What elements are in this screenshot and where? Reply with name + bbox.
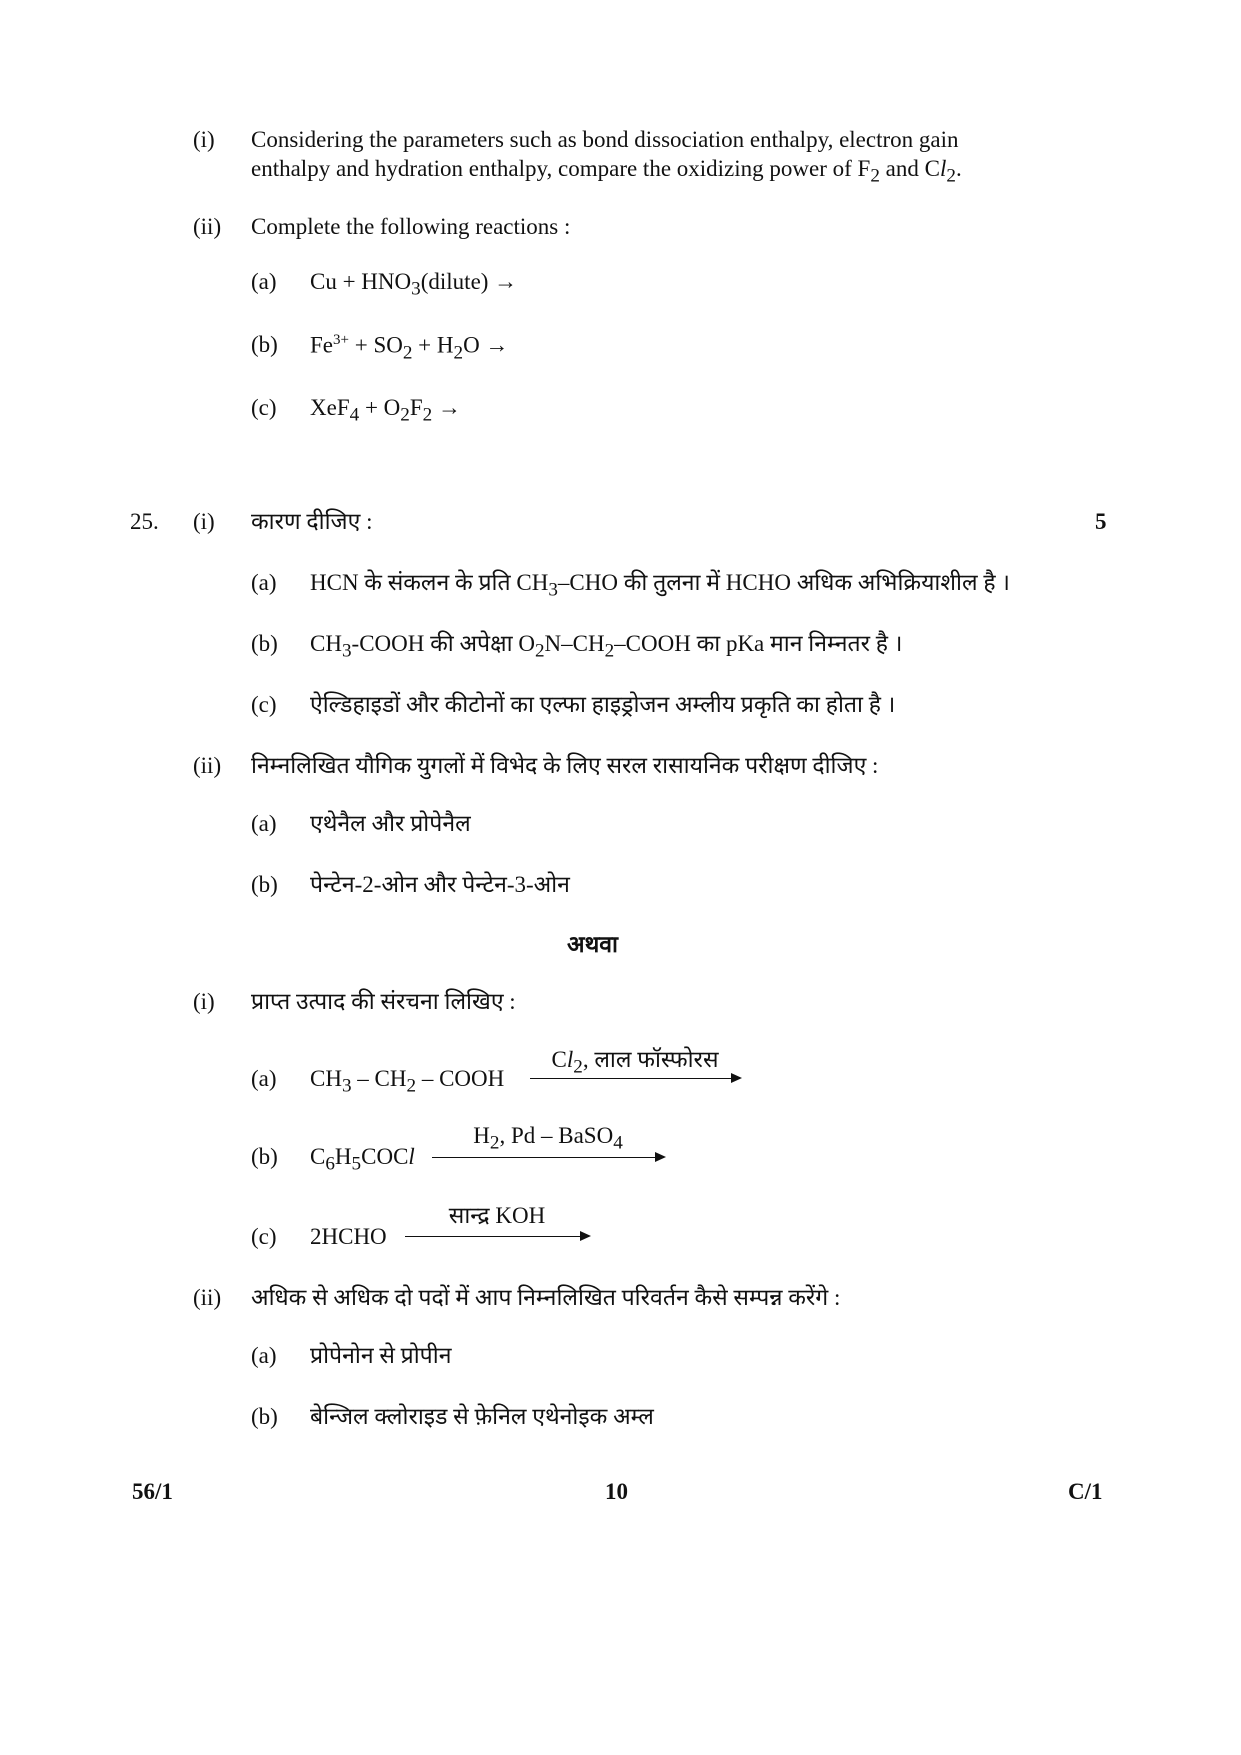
question-text: $CH_3$-COOH की अपेक्षा $O_2N-CH_2$–COOH का pKa मान निम्नतर है । bbox=[310, 631, 903, 662]
item-label: (a) bbox=[251, 1343, 277, 1368]
item-label: (b) bbox=[251, 1144, 278, 1169]
item-label: (i) bbox=[193, 989, 215, 1014]
item-label: (b) bbox=[251, 332, 278, 357]
reactant: $CH_3 - CH_2$ – COOH bbox=[310, 1066, 505, 1097]
page-number: 10 bbox=[605, 1479, 628, 1504]
reaction-arrow bbox=[432, 1157, 664, 1158]
question-text: एथेनैल और प्रोपेनैल bbox=[310, 811, 471, 836]
item-label: (b) bbox=[251, 631, 278, 656]
item-label: (c) bbox=[251, 692, 277, 717]
reaction-condition: $H_2$, Pd – BaSO$_4$ bbox=[473, 1123, 623, 1154]
question-text: enthalpy and hydration enthalpy, compare the oxidizing power of $F_2$ and $Cl_2$. bbox=[251, 156, 962, 187]
question-number: 25. bbox=[130, 509, 159, 534]
question-text: Complete the following reactions : bbox=[251, 214, 571, 239]
item-label: (ii) bbox=[193, 214, 222, 239]
reaction-arrow bbox=[405, 1236, 589, 1237]
item-label: (a) bbox=[251, 269, 277, 294]
question-text: बेन्जिल क्लोराइड से फ़ेनिल एथेनोइक अम्ल bbox=[310, 1404, 654, 1429]
set-code: C/1 bbox=[1068, 1479, 1103, 1504]
item-label: (ii) bbox=[193, 753, 222, 778]
paper-code: 56/1 bbox=[132, 1479, 173, 1504]
or-separator: अथवा bbox=[567, 932, 619, 957]
reaction-equation: $Cu + HNO_3(dilute)$ → bbox=[310, 269, 518, 300]
item-label: (i) bbox=[193, 127, 215, 152]
item-label: (b) bbox=[251, 872, 278, 897]
reaction-condition: $Cl_2$, लाल फॉस्फोरस bbox=[551, 1047, 719, 1078]
item-label: (a) bbox=[251, 570, 277, 595]
question-text: प्राप्त उत्पाद की संरचना लिखिए : bbox=[251, 989, 516, 1014]
reaction-equation: $Fe^{3+} + SO_2 + H_2O$ → bbox=[310, 332, 509, 364]
reaction-condition: सान्द्र KOH bbox=[448, 1203, 546, 1228]
reaction-equation: $XeF_4 + O_2F_2$ → bbox=[310, 395, 461, 426]
question-text: अधिक से अधिक दो पदों में आप निम्नलिखित परिवर्तन कैसे सम्पन्न करेंगे : bbox=[251, 1285, 841, 1310]
question-text: प्रोपेनोन से प्रोपीन bbox=[310, 1343, 452, 1368]
item-label: (c) bbox=[251, 395, 277, 420]
item-label: (ii) bbox=[193, 1285, 222, 1310]
reactant: 2HCHO bbox=[310, 1224, 387, 1249]
question-text: पेन्टेन-2-ओन और पेन्टेन-3-ओन bbox=[310, 872, 570, 897]
item-label: (b) bbox=[251, 1404, 278, 1429]
reaction-arrow bbox=[530, 1078, 740, 1079]
item-label: (i) bbox=[193, 509, 215, 534]
question-text: HCN के संकलन के प्रति $CH_3$–CHO की तुलना में HCHO अधिक अभिक्रियाशील है । bbox=[310, 570, 1011, 601]
question-text: ऐल्डिहाइडों और कीटोनों का एल्फा हाइड्रोजन अम्लीय प्रकृति का होता है । bbox=[310, 692, 896, 717]
question-text: Considering the parameters such as bond dissociation enthalpy, electron gain bbox=[251, 127, 959, 152]
reactant: $C_6H_5COCl$ bbox=[310, 1144, 415, 1175]
question-text: निम्नलिखित यौगिक युगलों में विभेद के लिए सरल रासायनिक परीक्षण दीजिए : bbox=[251, 753, 879, 778]
item-label: (a) bbox=[251, 1066, 277, 1091]
question-text: कारण दीजिए : bbox=[251, 509, 373, 534]
item-label: (a) bbox=[251, 811, 277, 836]
item-label: (c) bbox=[251, 1224, 277, 1249]
marks: 5 bbox=[1095, 509, 1107, 534]
